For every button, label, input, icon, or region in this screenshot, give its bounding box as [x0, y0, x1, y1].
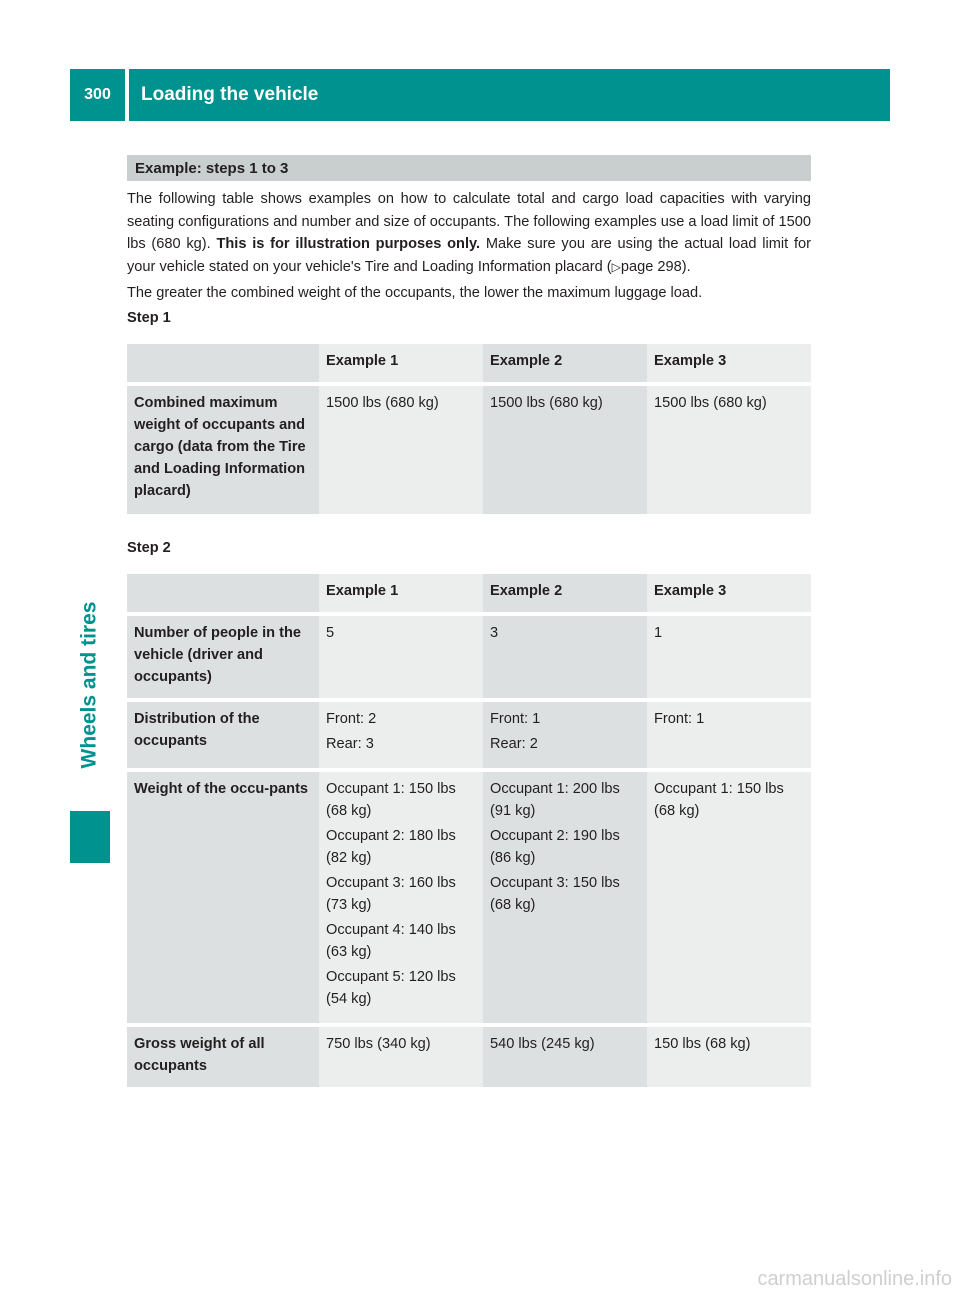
table-cell	[319, 614, 483, 700]
table-header-cell	[127, 344, 319, 384]
cell-line: Occupant 3: 160 lbs (73 kg)	[326, 874, 456, 913]
chapter-marker-block	[70, 811, 110, 863]
chapter-side-label	[69, 570, 109, 800]
table-cell	[647, 1025, 811, 1089]
cell-line: Occupant 1: 200 lbs (91 kg)	[490, 780, 620, 819]
occupant-weight-note: The greater the combined weight of the occupants, the lower the maximum luggage load.	[127, 285, 703, 301]
table-cell	[483, 1025, 647, 1089]
cell-line: Occupant 4: 140 lbs (63 kg)	[326, 921, 456, 960]
cell-line: Occupant 1: 150 lbs (68 kg)	[326, 780, 456, 819]
table-cell	[319, 700, 483, 770]
intro-text-2: Make sure you are using the actual load limit for your vehicle stated on your vehicle's Tire and Loading Information placard (	[127, 236, 811, 275]
table-header-cell: Example 1	[319, 344, 483, 384]
step2-table	[127, 574, 811, 1091]
cell-line: Occupant 2: 190 lbs (86 kg)	[490, 827, 620, 866]
step1-label: Step 1	[127, 309, 171, 326]
step2-label: Step 2	[127, 539, 171, 556]
cell-line: Rear: 3	[326, 735, 374, 752]
table-header-cell: Example 3	[647, 344, 811, 384]
cell-line: 3	[490, 624, 499, 641]
cell-line: Front: 1	[490, 710, 541, 727]
cell-line: 540 lbs (245 kg)	[490, 1035, 595, 1052]
cell-line: 5	[326, 624, 335, 641]
row-header: Gross weight of all occupants	[127, 1025, 319, 1089]
table-header-cell: Example 2	[483, 344, 647, 384]
page-title: Loading the vehicle	[141, 84, 319, 105]
page-number: 300	[84, 86, 111, 103]
cell-line: 150 lbs (68 kg)	[654, 1035, 751, 1052]
table-header-cell	[127, 574, 319, 614]
cell-line: 1	[654, 624, 663, 641]
row-header: Number of people in the vehicle (driver and occupants)	[127, 614, 319, 700]
table-row	[127, 700, 811, 770]
page-ref-arrow-icon: ▷	[611, 259, 621, 274]
table-cell: 1500 lbs (680 kg)	[319, 384, 483, 516]
table-cell	[647, 614, 811, 700]
cell-line: Occupant 1: 150 lbs (68 kg)	[654, 780, 784, 819]
table-header-cell: Example 2	[483, 574, 647, 614]
cell-line: Occupant 3: 150 lbs (68 kg)	[490, 874, 620, 913]
table-cell	[319, 770, 483, 1025]
cell-line: 750 lbs (340 kg)	[326, 1035, 431, 1052]
table-cell: 1500 lbs (680 kg)	[647, 384, 811, 516]
table-cell: 1500 lbs (680 kg)	[483, 384, 647, 516]
cell-line: Front: 2	[326, 710, 377, 727]
step1-table	[127, 344, 811, 518]
table-row	[127, 770, 811, 1025]
header-divider	[125, 69, 129, 121]
table-row	[127, 384, 811, 516]
cell-line: Front: 1	[654, 710, 705, 727]
table-header-cell: Example 1	[319, 574, 483, 614]
intro-text-1: The following table shows examples on how to calculate total and cargo load capacities with varying seating configurations and number and size of occupants. The following examples use a load limit of 1500 lbs (680 kg).	[127, 191, 811, 252]
table-row	[127, 1025, 811, 1089]
row-header: Combined maximum weight of occupants and cargo (data from the Tire and Loading Information placard)	[127, 384, 319, 516]
cell-line: Rear: 2	[490, 735, 538, 752]
table-cell	[319, 1025, 483, 1089]
table-cell	[483, 770, 647, 1025]
table-header-row	[127, 574, 811, 614]
table-cell	[647, 700, 811, 770]
row-header: Distribution of the occupants	[127, 700, 319, 770]
cell-line: Occupant 2: 180 lbs (82 kg)	[326, 827, 456, 866]
table-cell	[647, 770, 811, 1025]
watermark: carmanualsonline.info	[757, 1268, 952, 1290]
table-header-cell: Example 3	[647, 574, 811, 614]
chapter-side-label-text: Wheels and tires	[77, 601, 101, 769]
table-row	[127, 614, 811, 700]
section-heading: Example: steps 1 to 3	[127, 155, 811, 181]
row-header: Weight of the occu-pants	[127, 770, 319, 1025]
intro-paragraph	[127, 188, 811, 278]
table-cell	[483, 700, 647, 770]
cell-line: Occupant 5: 120 lbs (54 kg)	[326, 968, 456, 1007]
main-content	[127, 155, 811, 1091]
page-reference-link[interactable]: page 298).	[620, 258, 691, 275]
intro-bold-text: This is for illustration purposes only.	[216, 236, 481, 252]
table-cell	[483, 614, 647, 700]
table-header-row	[127, 344, 811, 384]
